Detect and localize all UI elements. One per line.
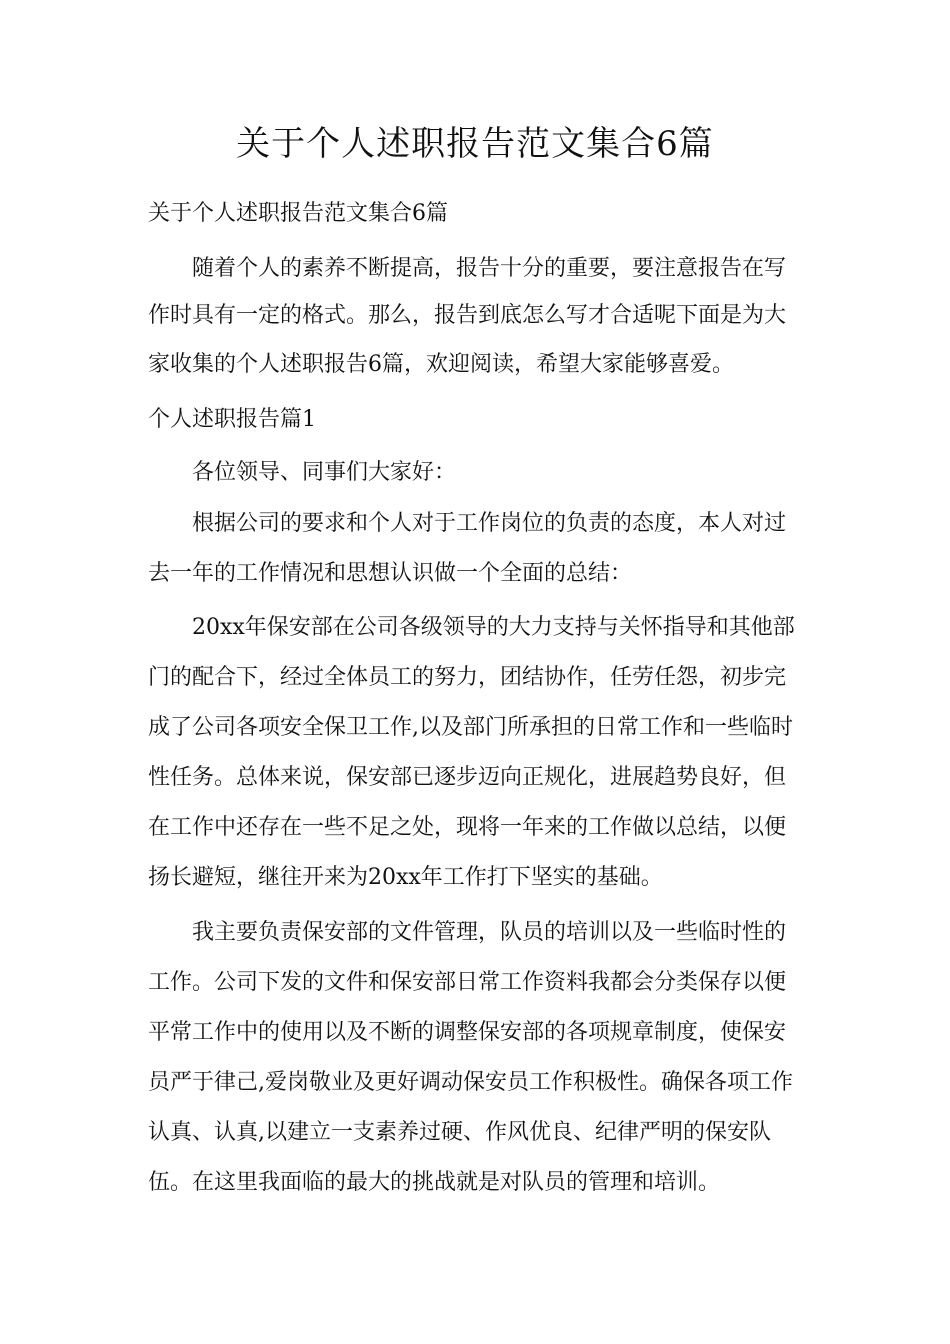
greeting-line: 各位领导、同事们大家好： — [192, 460, 457, 485]
body-line: 20xx年保安部在公司各级领导的大力支持与关怀指导和其他部 — [192, 615, 795, 640]
body-line: 性任务。总体来说，保安部已逐步迈向正规化，进展趋势良好，但 — [148, 765, 787, 790]
intro-line: 家收集的个人述职报告6篇，欢迎阅读，希望大家能够喜爱。 — [148, 352, 734, 377]
intro-line: 作时具有一定的格式。那么，报告到底怎么写才合适呢下面是为大 — [148, 303, 787, 328]
body-line: 扬长避短，继往开来为20xx年工作打下坚实的基础。 — [148, 865, 663, 890]
document-subtitle: 关于个人述职报告范文集合6篇 — [148, 201, 448, 226]
body-line: 伍。在这里我面临的最大的挑战就是对队员的管理和培训。 — [148, 1170, 721, 1195]
section-heading: 个人述职报告篇1 — [148, 407, 316, 432]
body-line: 门的配合下，经过全体员工的努力，团结协作，任劳任怨，初步完 — [148, 665, 787, 690]
body-line: 根据公司的要求和个人对于工作岗位的负责的态度，本人对过 — [192, 511, 787, 536]
body-line: 我主要负责保安部的文件管理，队员的培训以及一些临时性的 — [192, 920, 787, 945]
body-line: 去一年的工作情况和思想认识做一个全面的总结： — [148, 561, 633, 586]
body-line: 认真、认真,以建立一支素养过硬、作风优良、纪律严明的保安队 — [148, 1120, 771, 1145]
document-title: 关于个人述职报告范文集合6篇 — [236, 124, 714, 164]
body-line: 成了公司各项安全保卫工作,以及部门所承担的日常工作和一些临时 — [148, 715, 793, 740]
body-line: 在工作中还存在一些不足之处，现将一年来的工作做以总结，以便 — [148, 815, 787, 840]
body-line: 员严于律己,爱岗敬业及更好调动保安员工作积极性。确保各项工作 — [148, 1070, 793, 1095]
intro-line: 随着个人的素养不断提高，报告十分的重要，要注意报告在写 — [192, 256, 787, 281]
body-line: 平常工作中的使用以及不断的调整保安部的各项规章制度，使保安 — [148, 1020, 787, 1045]
body-line: 工作。公司下发的文件和保安部日常工作资料我都会分类保存以便 — [148, 970, 787, 995]
